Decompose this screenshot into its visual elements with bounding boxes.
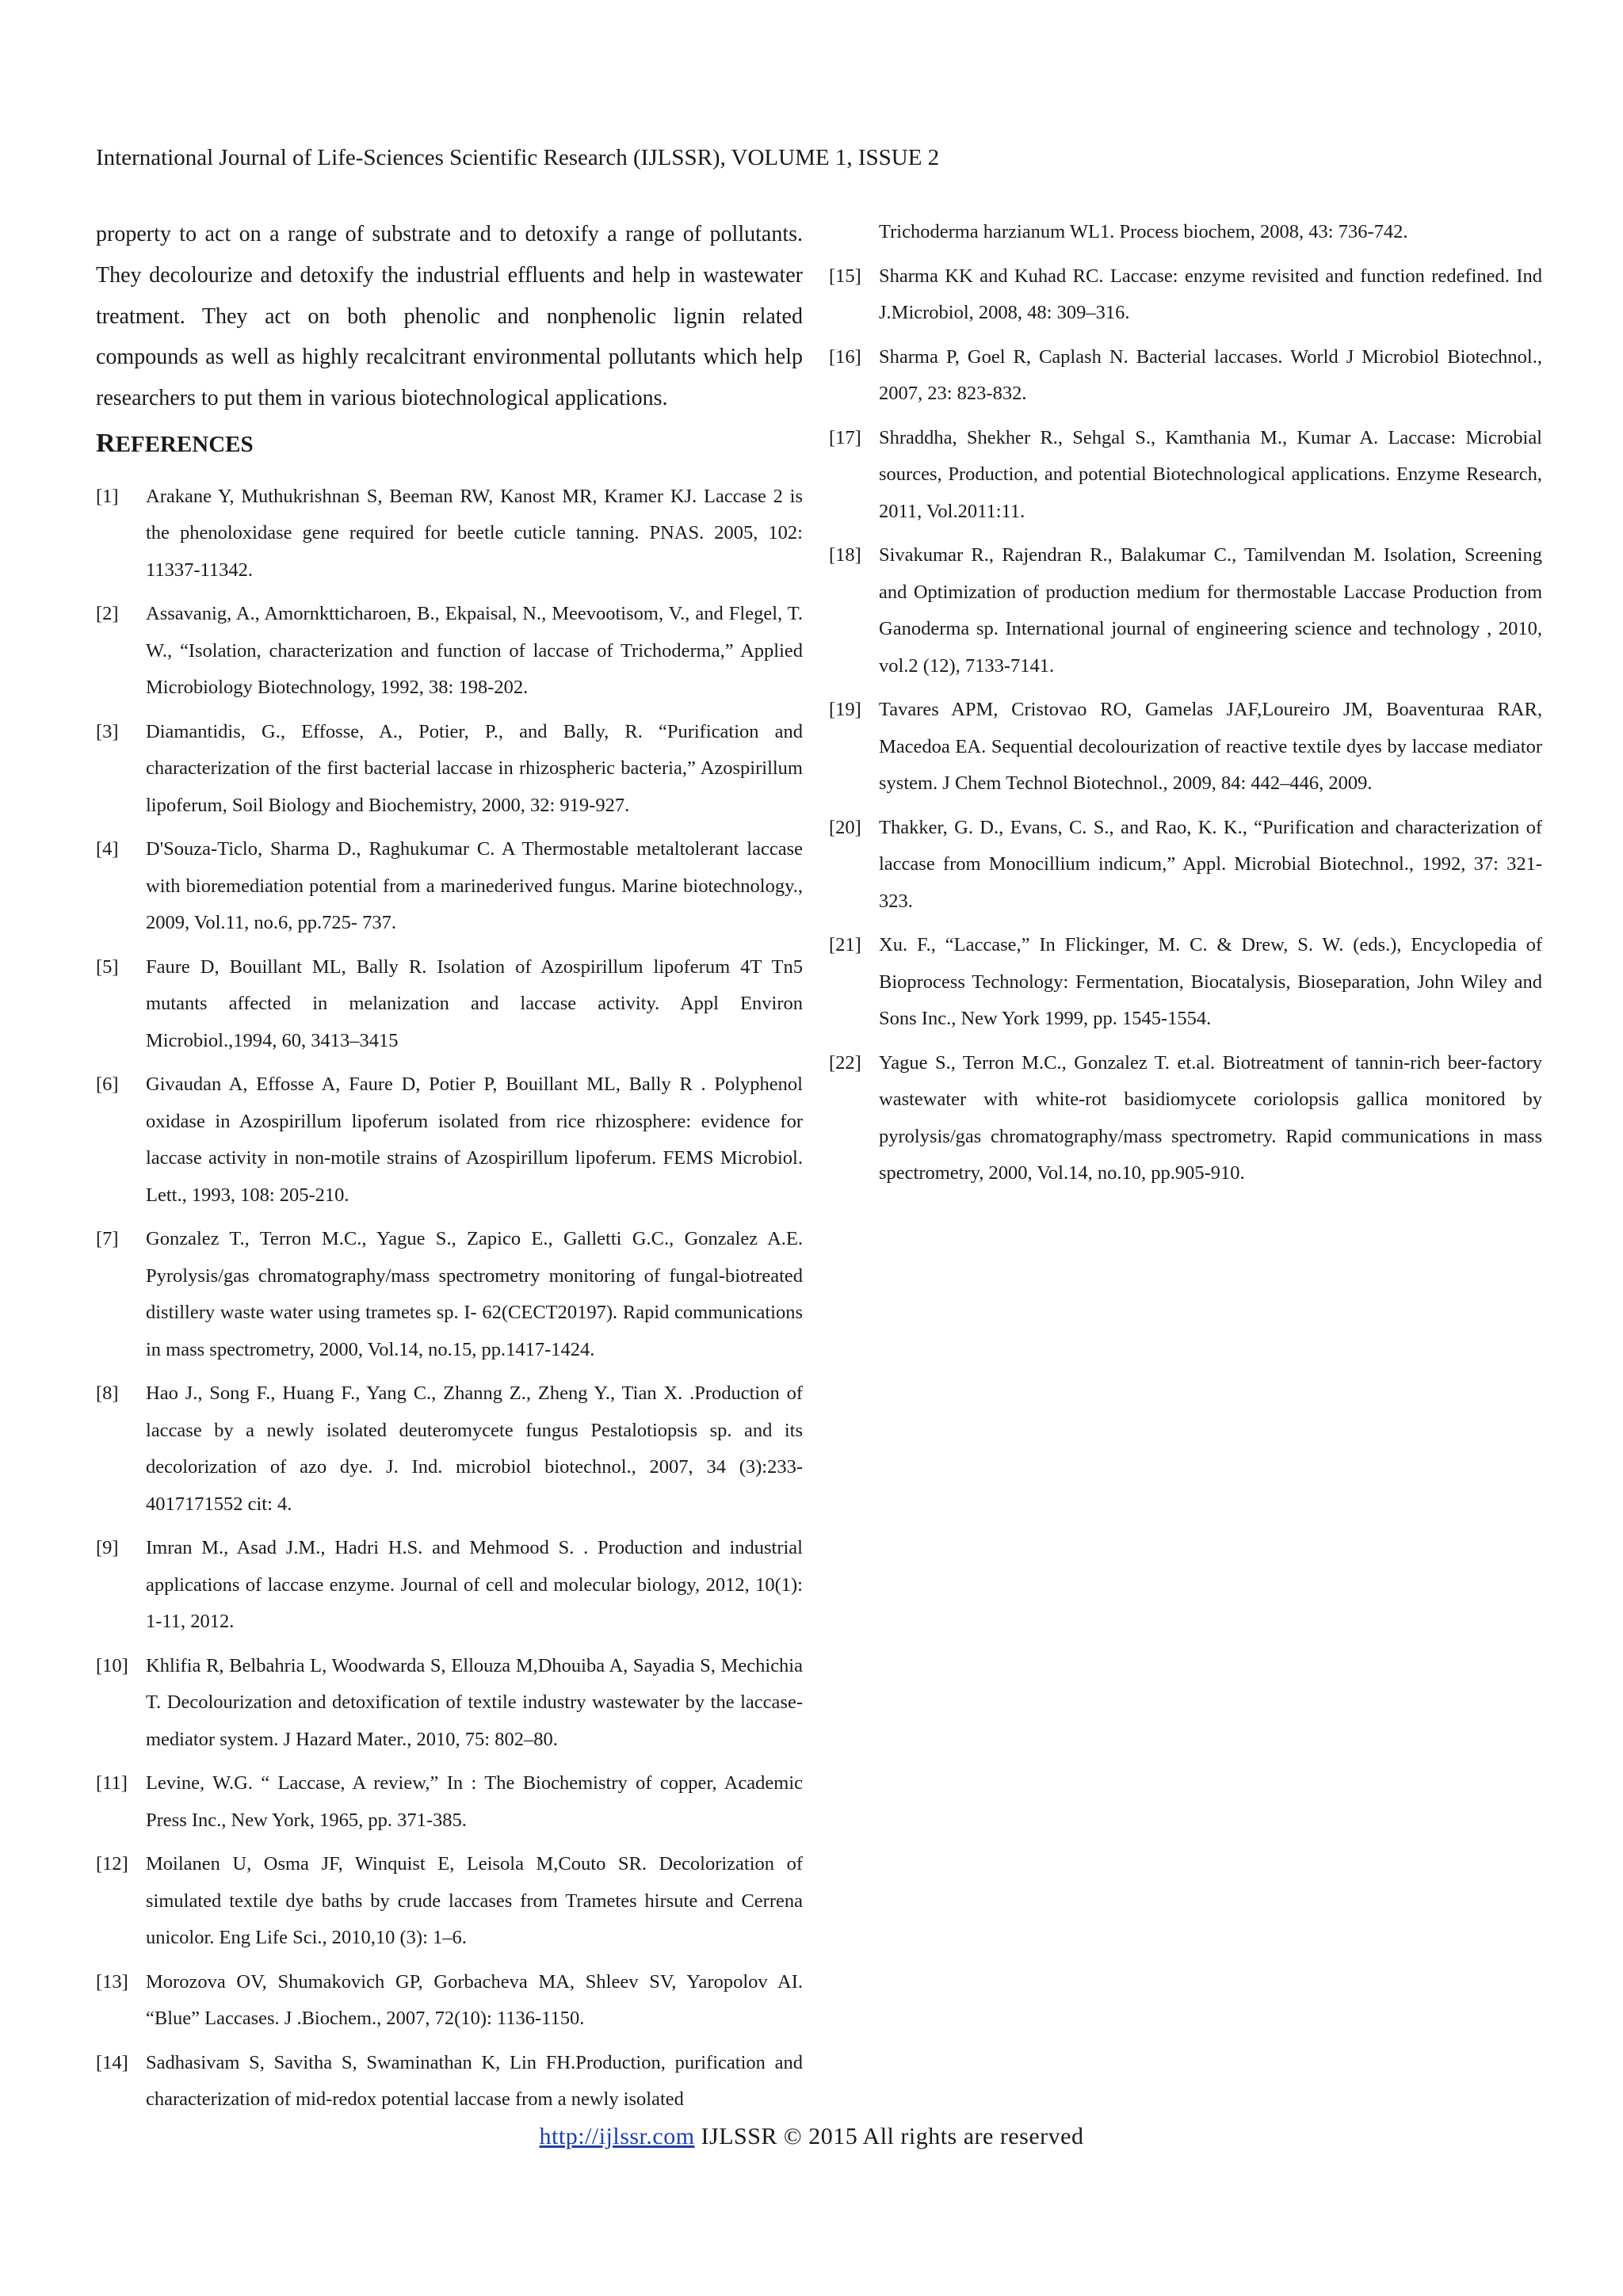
reference-number: [6]: [96, 1074, 119, 1096]
reference-number: [18]: [829, 544, 861, 566]
page-footer: [0, 2123, 1623, 2150]
reference-item: [829, 537, 1542, 685]
reference-item: [829, 339, 1542, 413]
reference-spacer: [96, 1758, 803, 1765]
reference-spacer: [96, 824, 803, 831]
reference-spacer: [96, 2038, 803, 2045]
reference-text: Sharma P, Goel R, Caplash N. Bacterial laccases. World J Microbiol Biotechnol., 2007, 23: 823-832.: [879, 345, 1542, 404]
reference-text: Shraddha, Shekher R., Sehgal S., Kamthania M., Kumar A. Laccase: Microbial sources, Production, and potential Biotechnological applications. Enzyme Research, 2011, Vol.2011:11.: [879, 426, 1542, 522]
reference-item: [96, 831, 803, 942]
reference-spacer: [829, 1038, 1542, 1045]
copyright-text: IJLSSR © 2015 All rights are reserved: [694, 2123, 1084, 2149]
reference-item: [829, 692, 1542, 803]
reference-item: [96, 1765, 803, 1839]
references-heading-initial: R: [96, 428, 116, 458]
reference-number: [5]: [96, 955, 119, 978]
reference-number: [11]: [96, 1772, 128, 1794]
reference-number: [13]: [96, 1970, 128, 1993]
reference-text: Morozova OV, Shumakovich GP, Gorbacheva MA, Shleev SV, Yaropolov AI. “Blue” Laccases. J .Biochem., 2007, 72(10): 1136-1150.: [146, 1970, 803, 2030]
reference-number: [14]: [96, 2051, 128, 2073]
reference-text: Gonzalez T., Terron M.C., Yague S., Zapico E., Galletti G.C., Gonzalez A.E. Pyrolysis/gas chromatography/mass spectrometry monitoring of fungal-biotreated distillery waste water using trametes sp. I- 62(CECT20197). Rapid communications in mass spectrometry, 2000, Vol.14, no.15, pp.1417-1424.: [146, 1228, 803, 1360]
references-heading-rest: EFERENCES: [115, 431, 254, 457]
reference-item: [96, 1846, 803, 1957]
reference-item: [96, 596, 803, 707]
reference-text: Sadhasivam S, Savitha S, Swaminathan K, Lin FH.Production, purification and characterization of mid-redox potential laccase from a newly isolated: [146, 2051, 803, 2111]
reference-text: Assavanig, A., Amornktticharoen, B., Ekpaisal, N., Meevootisom, V., and Flegel, T. W., “Isolation, characterization and function of laccase of Trichoderma,” Applied Microbiology Biotechnology, 1992, 38: 198-202.: [146, 603, 803, 699]
journal-link[interactable]: http://ijlssr.com: [539, 2123, 695, 2149]
reference-spacer: [96, 589, 803, 596]
reference-spacer: [829, 530, 1542, 537]
reference-text: Givaudan A, Effosse A, Faure D, Potier P, Bouillant ML, Bally R . Polyphenol oxidase in Azospirillum lipoferum isolated from rice rhizosphere: evidence for laccase activity in non-motile strains of Azospirillum lipoferum. FEMS Microbiol. Lett., 1993, 108: 205-210.: [146, 1074, 803, 1206]
reference-number: [3]: [96, 720, 119, 742]
reference-spacer: [96, 1214, 803, 1221]
reference-number: [4]: [96, 838, 119, 860]
right-column: [829, 214, 1542, 1199]
reference-item: [96, 714, 803, 825]
reference-14-continuation: Trichoderma harzianum WL1. Process biochem, 2008, 43: 736-742.: [879, 221, 1408, 242]
reference-text: Arakane Y, Muthukrishnan S, Beeman RW, Kanost MR, Kramer KJ. Laccase 2 is the phenoloxidase gene required for beetle cuticle tanning. PNAS. 2005, 102: 11337-11342.: [146, 485, 803, 581]
right-reference-list: [829, 258, 1542, 1199]
reference-item: [829, 1045, 1542, 1192]
reference-item: [96, 1375, 803, 1523]
reference-number: [20]: [829, 816, 861, 838]
reference-item: [96, 1221, 803, 1368]
reference-number: [1]: [96, 485, 119, 507]
reference-spacer: [829, 920, 1542, 927]
reference-number: [7]: [96, 1228, 119, 1250]
reference-text: Sivakumar R., Rajendran R., Balakumar C., Tamilvendan M. Isolation, Screening and Optimization of production medium for thermostable Laccase Production from Ganoderma sp. International journal of engineering science and technology , 2010, vol.2 (12), 7133-7141.: [879, 544, 1542, 677]
reference-spacer: [829, 413, 1542, 420]
reference-text: Thakker, G. D., Evans, C. S., and Rao, K. K., “Purification and characterization of laccase from Monocillium indicum,” Appl. Microbial Biotechnol., 1992, 37: 321-323.: [879, 816, 1542, 912]
reference-item: [829, 810, 1542, 921]
reference-number: [22]: [829, 1051, 861, 1074]
reference-item: [96, 479, 803, 589]
references-heading: [96, 429, 803, 459]
reference-spacer: [829, 803, 1542, 810]
reference-item: [96, 1066, 803, 1214]
reference-text: Moilanen U, Osma JF, Winquist E, Leisola M,Couto SR. Decolorization of simulated textile dye baths by crude laccases from Trametes hirsute and Cerrena unicolor. Eng Life Sci., 2010,10 (3): 1–6.: [146, 1853, 803, 1949]
intro-paragraph: property to act on a range of substrate and to detoxify a range of pollutants. They decolourize and detoxify the industrial effluents and help in wastewater treatment. They act on both phenolic and nonphenolic lignin related compounds as well as highly recalcitrant environmental pollutants which help researchers to put them in various biotechnological applications.: [96, 222, 803, 411]
reference-item: [96, 1964, 803, 2038]
reference-text: Yague S., Terron M.C., Gonzalez T. et.al. Biotreatment of tannin-rich beer-factory wastewater with white-rot basidiomycete coriolopsis gallica monitored by pyrolysis/gas chromatography/mass spectrometry. Rapid communications in mass spectrometry, 2000, Vol.14, no.10, pp.905-910.: [879, 1051, 1542, 1184]
reference-item: [96, 2045, 803, 2119]
reference-text: Imran M., Asad J.M., Hadri H.S. and Mehmood S. . Production and industrial applications of laccase enzyme. Journal of cell and molecular biology, 2012, 10(1): 1-11, 2012.: [146, 1537, 803, 1633]
reference-spacer: [829, 685, 1542, 692]
reference-number: [2]: [96, 603, 119, 625]
reference-number: [16]: [829, 345, 861, 368]
running-header: International Journal of Life-Sciences Scientific Research (IJLSSR), VOLUME 1, ISSUE 2: [96, 145, 940, 170]
left-reference-list: [96, 479, 803, 2126]
reference-item: [829, 258, 1542, 332]
reference-text: Levine, W.G. “ Laccase, A review,” In : The Biochemistry of copper, Academic Press Inc., New York, 1965, pp. 371-385.: [146, 1772, 803, 1831]
reference-text: D'Souza-Ticlo, Sharma D., Raghukumar C. A Thermostable metaltolerant laccase with bioremediation potential from a marinederived fungus. Marine biotechnology., 2009, Vol.11, no.6, pp.725- 737.: [146, 838, 803, 934]
reference-spacer: [96, 1957, 803, 1964]
reference-spacer: [96, 1368, 803, 1375]
reference-text: Diamantidis, G., Effosse, A., Potier, P., and Bally, R. “Purification and characterization of the first bacterial laccase in rhizospheric bacteria,” Azospirillum lipoferum, Soil Biology and Biochemistry, 2000, 32: 919-927.: [146, 720, 803, 816]
reference-item: [96, 1648, 803, 1759]
reference-spacer: [96, 1059, 803, 1066]
reference-item: [829, 927, 1542, 1038]
reference-number: [12]: [96, 1853, 128, 1875]
left-column: [96, 214, 803, 2126]
reference-text: Faure D, Bouillant ML, Bally R. Isolation of Azospirillum lipoferum 4T Tn5 mutants affected in melanization and laccase activity. Appl Environ Microbiol.,1994, 60, 3413–3415: [146, 955, 803, 1051]
reference-number: [15]: [829, 265, 861, 287]
reference-spacer: [96, 1839, 803, 1846]
reference-text: Khlifia R, Belbahria L, Woodwarda S, Ellouza M,Dhouiba A, Sayadia S, Mechichia T. Decolourization and detoxification of textile industry wastewater by the laccase-mediator system. J Hazard Mater., 2010, 75: 802–80.: [146, 1654, 803, 1750]
reference-text: Tavares APM, Cristovao RO, Gamelas JAF,Loureiro JM, Boaventuraa RAR, Macedoa EA. Sequential decolourization of reactive textile dyes by laccase mediator system. J Chem Technol Biotechnol., 2009, 84: 442–446, 2009.: [879, 699, 1542, 794]
reference-text: Sharma KK and Kuhad RC. Laccase: enzyme revisited and function redefined. Ind J.Microbiol, 2008, 48: 309–316.: [879, 265, 1542, 323]
reference-number: [10]: [96, 1654, 128, 1676]
reference-spacer: [829, 1192, 1542, 1199]
reference-spacer: [96, 1523, 803, 1530]
reference-text: Xu. F., “Laccase,” In Flickinger, M. C. & Drew, S. W. (eds.), Encyclopedia of Bioprocess Technology: Fermentation, Biocatalysis, Bioseparation, John Wiley and Sons Inc., New York 1999, pp. 1545-1554.: [879, 934, 1542, 1029]
reference-item: [96, 1530, 803, 1641]
reference-number: [8]: [96, 1383, 119, 1405]
reference-item: [96, 949, 803, 1060]
reference-spacer: [96, 1641, 803, 1648]
reference-number: [17]: [829, 426, 861, 448]
reference-spacer: [96, 942, 803, 949]
reference-number: [9]: [96, 1537, 119, 1559]
reference-text: Hao J., Song F., Huang F., Yang C., Zhanng Z., Zheng Y., Tian X. .Production of laccase by a newly isolated deuteromycete fungus Pestalotiopsis sp. and its decolorization of azo dye. J. Ind. microbiol biotechnol., 2007, 34 (3):233-4017171552 cit: 4.: [146, 1383, 803, 1515]
reference-spacer: [96, 707, 803, 714]
reference-spacer: [829, 332, 1542, 339]
reference-number: [19]: [829, 699, 861, 720]
reference-item: [829, 420, 1542, 531]
reference-number: [21]: [829, 934, 861, 955]
